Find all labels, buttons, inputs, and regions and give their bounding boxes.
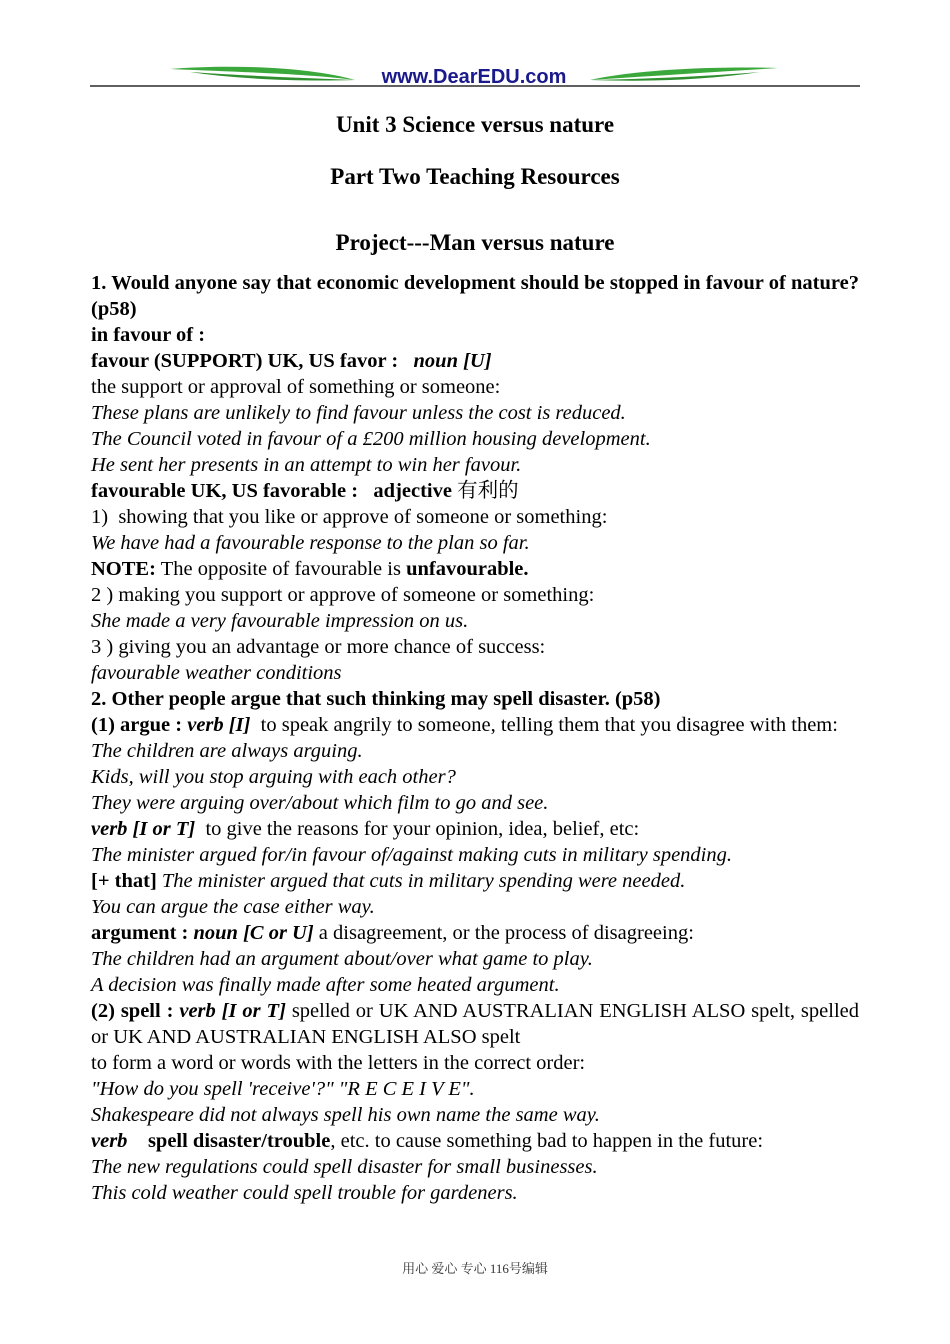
text-segment: We have had a favourable response to the plan so far.	[91, 532, 530, 554]
text-segment: 3 ) giving you an advantage or more chance of success:	[91, 636, 546, 658]
text-segment: The minister argued that cuts in military spending were needed.	[156, 870, 686, 892]
text-segment: (2) spell :	[91, 1000, 180, 1022]
text-segment: favourable UK, US favorable : adjective	[91, 480, 458, 502]
text-line	[91, 712, 859, 738]
site-name-text: www.DearEDU.com	[381, 66, 567, 88]
text-line	[91, 400, 859, 426]
text-segment: , etc. to cause something bad to happen in the future:	[330, 1130, 764, 1152]
text-line	[91, 426, 859, 452]
text-segment: spelled or UK AND AUSTRALIAN ENGLISH ALSO spelt, spelled or UK AND AUSTRALIAN ENGLISH ALSO spelt	[91, 1000, 865, 1048]
site-header-banner	[90, 58, 860, 90]
text-segment: Kids, will you stop arguing with each other?	[91, 766, 456, 788]
text-segment: 1. Would anyone say that economic development should be stopped in favour of nature? (p58)	[91, 272, 865, 320]
unit-title: Unit 3 Science versus nature	[335, 112, 615, 137]
text-line	[91, 374, 859, 400]
text-line	[91, 1050, 859, 1076]
text-segment: the support or approval of something or someone:	[91, 376, 501, 398]
text-line	[91, 556, 859, 582]
text-segment: The new regulations could spell disaster for small businesses.	[91, 1156, 598, 1178]
text-segment: They were arguing over/about which film to go and see.	[91, 792, 549, 814]
text-segment: to form a word or words with the letters in the correct order:	[91, 1052, 586, 1074]
text-segment: A decision was finally made after some heated argument.	[91, 974, 560, 996]
text-segment: unfavourable.	[406, 558, 529, 580]
text-segment: The opposite of favourable is	[155, 558, 407, 580]
text-line	[91, 1076, 859, 1102]
text-segment: The Council voted in favour of a £200 million housing development.	[91, 428, 651, 450]
text-segment: in favour of :	[91, 324, 206, 346]
text-line	[91, 478, 859, 504]
text-segment: The children are always arguing.	[91, 740, 363, 762]
title-block	[90, 108, 860, 258]
text-segment: The children had an argument about/over what game to play.	[91, 948, 593, 970]
text-segment: He sent her presents in an attempt to win her favour.	[91, 454, 522, 476]
project-title: Project---Man versus nature	[335, 230, 615, 255]
text-segment: NOTE:	[91, 558, 156, 580]
text-line	[91, 972, 859, 998]
text-line	[91, 608, 859, 634]
text-segment: verb [I or T]	[91, 818, 196, 840]
text-line	[91, 790, 859, 816]
text-segment	[127, 1130, 148, 1152]
text-segment: (1) argue :	[91, 714, 188, 736]
text-line	[91, 868, 859, 894]
text-line	[91, 270, 865, 322]
text-segment: She made a very favourable impression on us.	[91, 610, 469, 632]
text-segment: to give the reasons for your opinion, idea, belief, etc:	[195, 818, 640, 840]
text-line	[91, 660, 859, 686]
text-line	[91, 894, 859, 920]
text-line	[91, 946, 859, 972]
text-segment: favourable weather conditions	[91, 662, 342, 684]
text-segment: 1) showing that you like or approve of someone or something:	[91, 506, 608, 528]
text-segment: a disagreement, or the process of disagreeing:	[313, 922, 694, 944]
text-line	[91, 816, 859, 842]
text-line	[91, 998, 865, 1050]
text-segment: noun [C or U]	[193, 922, 314, 944]
text-segment: 有利的	[457, 480, 519, 502]
text-line	[91, 686, 859, 712]
text-segment: The minister argued for/in favour of/against making cuts in military spending.	[91, 844, 732, 866]
text-line	[91, 1102, 859, 1128]
text-segment: verb [I or T]	[179, 1000, 286, 1022]
page-footer: 用心 爱心 专心 116号编辑	[402, 1261, 548, 1276]
text-line	[91, 920, 859, 946]
text-segment: noun [U]	[413, 350, 492, 372]
text-line	[91, 1128, 859, 1154]
text-line	[91, 764, 859, 790]
text-line	[91, 322, 859, 348]
text-line	[91, 842, 859, 868]
text-segment: 2 ) making you support or approve of someone or something:	[91, 584, 595, 606]
text-line	[91, 738, 859, 764]
text-segment: favour (SUPPORT) UK, US favor :	[91, 350, 414, 372]
leaf-swoosh-logo	[90, 58, 860, 90]
text-segment: You can argue the case either way.	[91, 896, 375, 918]
text-segment: "How do you spell 'receive'?" "R E C E I V E".	[91, 1078, 475, 1100]
text-segment: spell disaster/trouble	[147, 1130, 331, 1152]
text-line	[91, 1180, 859, 1206]
text-segment: argument :	[91, 922, 194, 944]
text-segment: This cold weather could spell trouble for gardeners.	[91, 1182, 518, 1204]
text-line	[91, 504, 859, 530]
text-segment: These plans are unlikely to find favour unless the cost is reduced.	[91, 402, 626, 424]
text-line	[91, 452, 859, 478]
document-body	[91, 270, 865, 1206]
text-segment: verb [I]	[187, 714, 251, 736]
part-title: Part Two Teaching Resources	[330, 164, 620, 189]
text-segment: to speak angrily to someone, telling them that you disagree with them:	[250, 714, 838, 736]
text-line	[91, 1154, 859, 1180]
text-line	[91, 530, 859, 556]
text-segment: [+ that]	[91, 870, 157, 892]
text-segment: verb	[91, 1130, 128, 1152]
text-segment: 2. Other people argue that such thinking may spell disaster. (p58)	[91, 688, 661, 710]
text-segment: Shakespeare did not always spell his own name the same way.	[91, 1104, 600, 1126]
text-line	[91, 582, 859, 608]
text-line	[91, 348, 859, 374]
text-line	[91, 634, 859, 660]
